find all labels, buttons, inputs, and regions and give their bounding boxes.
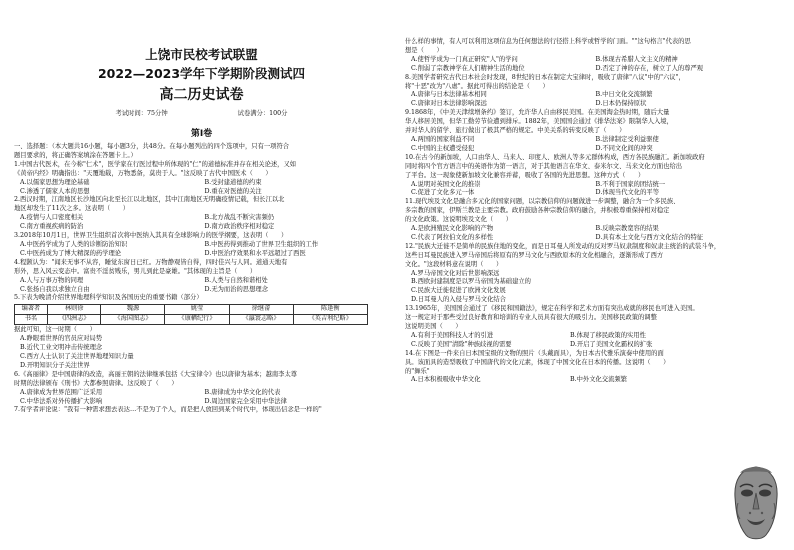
table-cell: 《康輶纪行》 [165, 315, 229, 325]
exam-meta [14, 108, 389, 117]
options-row [14, 398, 389, 407]
table-cell: 林则徐 [47, 305, 101, 315]
table-row [15, 305, 368, 315]
question-11-cont: 多宗教的国家，伊斯兰教是主要宗教。政府鼓励各种宗教信仰的融合，并积极尊重保持相对稳定 [405, 207, 670, 215]
question-2-cont: 地区却发生了11次之多。这表明（ ） [14, 205, 130, 213]
option: C.反映了美国"清除"种族歧视的需要 [411, 340, 512, 348]
table-cell: 书名 [15, 315, 48, 325]
option: A.有利于美国科技人才的引进 [411, 331, 494, 339]
question-10-cont2: 了平台。这一现象使新加坡文化兼容并蓄，吸收了各国的先进思想。这种方式（ ） [405, 171, 645, 179]
option: B.北方战乱不断灾害频仍 [204, 214, 275, 222]
options-row [405, 56, 780, 65]
option: A.是欧洲殖民文化影响的产物 [411, 225, 494, 233]
options-row [14, 250, 389, 259]
option: B.受封建道德的约束 [204, 178, 262, 186]
question-7-cont: 什么样的事情，有人可以利用这项信息为任何想法的行径搭上科学或哲学的门面。""这句格言"代表的思 [405, 38, 691, 45]
option: C.张扬自我以求独立自由 [20, 285, 90, 293]
option: A.以儒家思想为理论基础 [20, 178, 90, 186]
option: D.日本仍保持原状 [595, 100, 647, 108]
option: A.唐律与日本法律基本相同 [411, 91, 487, 99]
exam-period-title: 2022—2023学年下学期阶段测试四 [97, 66, 306, 81]
table-cell: 徐继畬 [229, 305, 293, 315]
question-7-cont2: 想是（ ） [405, 46, 443, 54]
option: C.中华法系对外传播扩大影响 [20, 397, 103, 405]
question-6-cont: 时期的法律颁布《刑书》大都参照唐律。这反映了（ ） [14, 379, 178, 387]
table-cell: 魏源 [101, 305, 165, 315]
option: B.体现古希腊人文主义的精神 [595, 55, 678, 63]
options-row [14, 241, 389, 250]
options-row [405, 225, 780, 234]
options-row [405, 189, 780, 198]
option: D.南方政治秩序相对稳定 [204, 223, 275, 231]
table-cell: 《瀛寰志略》 [229, 315, 293, 325]
option: A.人与万事万物的同理 [20, 276, 84, 284]
question-4-cont: 形外，思入风云变态中。富贵不淫贫贱乐，男儿到此是豪雄。"其体现的主旨是（ ） [14, 267, 257, 275]
table-cell: 编著者 [15, 305, 48, 315]
option: D.重在对医德的关注 [204, 187, 262, 195]
options-row [14, 223, 389, 232]
option: C.中国的主权遭受侵犯 [411, 144, 475, 152]
option: B.中外文化交流频繁 [570, 376, 628, 384]
table-cell: 姚莹 [165, 305, 229, 315]
question-8-cont: 将"十恶"改为"八虐"。据此可得出的结论是（ ） [405, 82, 549, 90]
option: C.南方重视疾病的防治 [20, 223, 84, 231]
option: D.日耳曼人的入侵与罗马文化结合 [411, 296, 506, 304]
option: A.唐律成为世界范围广泛采用 [20, 388, 103, 396]
table-cell: 《海国图志》 [101, 315, 165, 325]
option: A.中医药学成为了人类的诊断防治知识 [20, 240, 128, 248]
left-column [14, 143, 389, 415]
option: C.代表了阿拉伯文化的多样性 [411, 233, 494, 241]
question-14-cont: 具。该面具的造型吸收了中国唐代的文化元素，体现了中国文化在日本的传播。这说明（ ） [405, 358, 670, 366]
question-12-cont2: 文化。"这段材料意在说明（ ） [405, 260, 503, 268]
question-5: 5.下表为晚清介绍世界地理科学知识及各国历史的重要书籍（部分） [14, 294, 203, 302]
option: A.说明对英国文化的推崇 [411, 180, 481, 188]
option: B.人类与自然和谐相处 [204, 276, 268, 284]
question-9-cont2: 并对华人的留学、旅行做出了极其严格的规定。中美关系的转变反映了（ ） [405, 127, 626, 135]
table-row [15, 315, 368, 325]
option: C.唐律对日本法律影响深远 [411, 100, 487, 108]
option: C.中医药成为了博大精深的药学理论 [20, 249, 122, 257]
option: B.西欧封建制度是以罗马帝国为基础建立的 [411, 278, 531, 286]
instructions-cont: 题目要求的，将正确答案填涂在答题卡上。） [14, 151, 137, 159]
option: D.否定了神的存在，树立了人的尊严观 [595, 64, 704, 72]
instructions: 一、选择题：（本大题共16小题，每小题3分，共48分。在每小题列出的四个选项中，只有一项符合 [14, 143, 290, 150]
options-row [14, 389, 389, 398]
question-12-cont: 这些日耳曼民族进入罗马帝国后将原有的罗马文化与西欧原本的文化相融合，逐渐形成了西方 [405, 251, 664, 259]
option: B.反映宗教宽容的结果 [595, 225, 659, 233]
options-row [405, 100, 780, 109]
question-6: 6.《高丽律》是中国唐律的改造，高丽王朝的法律继承包括《大宝律令》也以唐律为基本；越南李太尊 [14, 370, 298, 378]
question-10: 10.在古今的新加坡，人口由华人、马来人、印度人、欧洲人等多元群体构成，西方各民族融汇。新加坡政府 [405, 153, 705, 161]
mask-photo [726, 463, 786, 543]
options-row [405, 376, 729, 385]
exam-subject-title: 高二历史试卷 [159, 87, 244, 103]
options-row [14, 214, 389, 223]
question-9: 9.1868年，《中美天津续增条约》签订，允许华人自由移民美国。在美国淘金热时期，随后大量 [405, 109, 670, 117]
option: D.中医治疗效果和水平远超过了西医 [204, 249, 306, 257]
option: A.两国的国家利益不同 [411, 135, 475, 143]
question-10-cont: 同时将四个官方语言中的英语作为第一语言，对于其他语言在华文、泰米尔文、马来文化方面也给出 [405, 162, 683, 170]
options-row [405, 65, 780, 74]
question-9-cont: 华人移居美国，但华工勤劳节俭遭到排斥。1882年，美国国会通过《排华法案》限制华人入境， [405, 118, 673, 126]
question-1-cont: 《黄帝内经》明确指出："天覆地载，万物悉备，莫贵于人。"这反映了古代中国医术（ ） [14, 169, 272, 177]
option: C.民族大迁徙促进了欧洲文化发展 [411, 287, 506, 295]
options-row [405, 332, 729, 341]
option: B.法律制定受利益驱使 [595, 135, 659, 143]
question-11-cont2: 的文化政策。这说明埃及文化（ ） [405, 216, 513, 224]
question-8: 8.美国学者研究古代日本社会时发现，8世纪的日本在制定大宝律时，吸收了唐律"八议"中的"六议"， [405, 73, 685, 81]
option: C.渗透了儒家人本的思想 [20, 187, 90, 195]
question-2: 2.西汉时期，江南地区长沙地区向北至长江以北地区，其中江南地区无明确疫情记载，但长江以北 [14, 196, 285, 204]
options-row [405, 234, 780, 243]
exam-score: 试卷满分：100分 [237, 110, 288, 117]
option: D.开明知识分子关注世界 [20, 361, 90, 369]
option: A.使哲学成为一门真正研究"人"的学问 [411, 55, 518, 63]
option: D.不同文化间的冲突 [595, 144, 653, 152]
mask-image [726, 463, 786, 543]
options-row [405, 145, 780, 154]
options-row [14, 179, 389, 188]
option: B.中日文化交流频繁 [595, 91, 653, 99]
question-13: 13.1965年，美国国会通过了《移民和国籍法》，规定在科学和艺术方面有突出成就的移民也可进入美国。 [405, 305, 699, 313]
option: D.体现当代文化的平等 [595, 189, 659, 197]
option: B.不利于国家的团结统一 [595, 180, 666, 188]
exam-time: 考试时间：75分钟 [115, 110, 168, 117]
option: B.体现了移民政策的实用性 [570, 331, 646, 339]
exam-union-title: 上饶市民校考试联盟 [145, 47, 258, 62]
question-11: 11.现代埃及文化是融合多元化的国家问题，以宗教信仰的问题做进一步调整，融合为一个多民族、 [405, 198, 680, 206]
question-13-cont: 这一规定对于那些受过良好教育和培训的专业人员具有很大的吸引力。美国移民政策的调整 [405, 314, 657, 322]
option: D.具有本土文化与西方文化结合的特征 [595, 233, 704, 241]
table-cell: 陈逢衡 [293, 305, 367, 315]
question-3: 3.2018年10月1日，世界卫生组织首次将中医纳入其具有全球影响力的医学纲要，这表明（ ） [14, 232, 288, 240]
option: A.日本积极吸收中华文化 [411, 376, 481, 384]
option: D.开启了美国文化霸权的扩张 [570, 340, 653, 348]
option: B.近代工业文明冲击传统理念 [20, 344, 103, 352]
question-7: 7.有学者评论说："我有一种需求想去表达…不是为了个人，而是把人放回到某个时代中，体现出信念是一样的" [14, 406, 322, 414]
option: B.唐律成为中华文化的代表 [204, 388, 281, 396]
option: A.疫情与人口密度相关 [20, 214, 84, 222]
table-cell: 《四洲志》 [47, 315, 101, 325]
volume-heading: 第Ⅰ卷 [190, 129, 213, 139]
options-row [405, 341, 729, 350]
question-1: 1.中国古代医术，在今称"仁术"，医学家在行医过程中所体现的"仁"的道德标准并存在相关论述，又如 [14, 160, 297, 168]
table-cell: 《英吉利纪略》 [293, 315, 367, 325]
options-row [405, 136, 780, 145]
question-12: 12."民族大迁徙不是简单的民族住地的变化，而是日耳曼人所发动的反对罗马奴隶制度和奴隶主统治的武装斗争， [405, 242, 721, 250]
options-row [14, 277, 389, 286]
question-4: 4.程颢认为："闻来无事不从容，睡觉东窗日已红。万物静观皆自得，四时佳兴与人同。道通天地有 [14, 258, 288, 266]
question-14: 14.在下图是一件来自日本国宝级的文物的照片（头戴面具），为日本古代雅乐演奏中使用的面 [405, 349, 664, 357]
option: C.西方人士认识了关注世界地理知识力量 [20, 353, 134, 361]
right-column [405, 38, 780, 385]
option: D.无为而治的思想理念 [204, 285, 268, 293]
question-13-cont2: 这说明美国（ ） [405, 323, 462, 330]
question-14-cont2: 的"舞乐" [405, 367, 430, 375]
question-5-cont: 据此可知，这一时期（ ） [14, 326, 96, 334]
option: A.罗马帝国文化对后世影响深远 [411, 269, 500, 277]
option: C.促进了文化多元一体 [411, 189, 475, 197]
option: D.周边国家完全采用中华法律 [204, 397, 287, 405]
options-row [405, 91, 780, 100]
books-table [14, 304, 368, 325]
option: A.睁眼看世界的官员应对局势 [20, 335, 103, 343]
option: B.中医药得到推动了世界卫生组织的工作 [204, 240, 319, 248]
option: C.削弱了宗教神学在人们精神生活的地位 [411, 64, 525, 72]
